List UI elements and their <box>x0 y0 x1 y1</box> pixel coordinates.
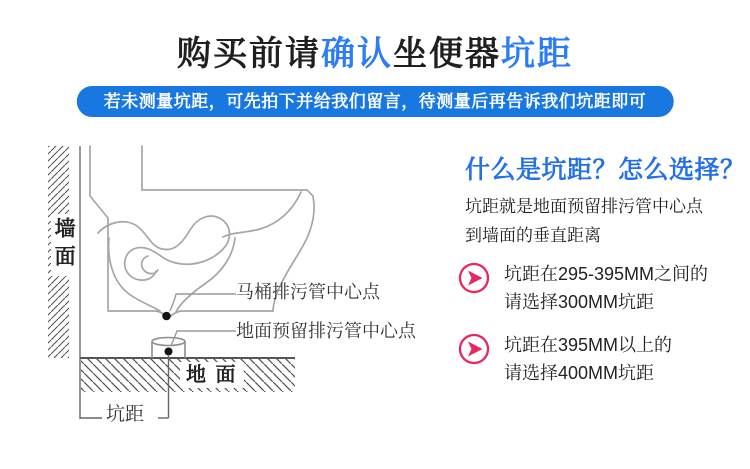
toilet-drain-callout: 马桶排污管中心点 <box>236 282 380 302</box>
tip-line: 坑距在395MM以上的 <box>504 335 673 355</box>
info-heading: 什么是坑距？怎么选择？ <box>465 156 746 184</box>
tip-line: 坑距在295-395MM之间的 <box>504 264 709 284</box>
pit-distance-label: 坑距 <box>106 404 145 425</box>
tip-item-300mm <box>457 260 708 316</box>
tip-text <box>504 260 708 316</box>
title-segment: 购买前请 <box>177 35 321 73</box>
title-segment: 坐便器 <box>393 35 501 73</box>
floor-label: 地 面 <box>180 362 244 388</box>
page-title <box>0 26 750 75</box>
tip-item-400mm <box>457 331 672 387</box>
toilet-drain-center-dot <box>162 312 171 321</box>
tip-line: 请选择300MM坑距 <box>504 292 655 312</box>
arrow-circle-icon <box>457 332 491 366</box>
floor-drain-center-dot <box>165 348 173 356</box>
arrow-circle-icon <box>457 261 491 295</box>
title-segment-highlight: 坑距 <box>501 35 573 73</box>
notice-banner: 若未测量坑距，可先拍下并给我们留言，待测量后再告诉我们坑距即可 <box>77 86 674 117</box>
info-description <box>465 192 745 250</box>
pit-distance-diagram <box>30 130 460 460</box>
tip-text <box>504 331 672 387</box>
title-segment-highlight: 确认 <box>321 35 393 73</box>
info-description-line: 坑距就是地面预留排污管中心点 <box>465 197 703 216</box>
floor-drain-callout: 地面预留排污管中心点 <box>236 321 416 341</box>
wall-label: 墙面 <box>51 214 76 276</box>
tip-line: 请选择400MM坑距 <box>504 363 655 383</box>
info-description-line: 到墙面的垂直距离 <box>465 226 601 245</box>
